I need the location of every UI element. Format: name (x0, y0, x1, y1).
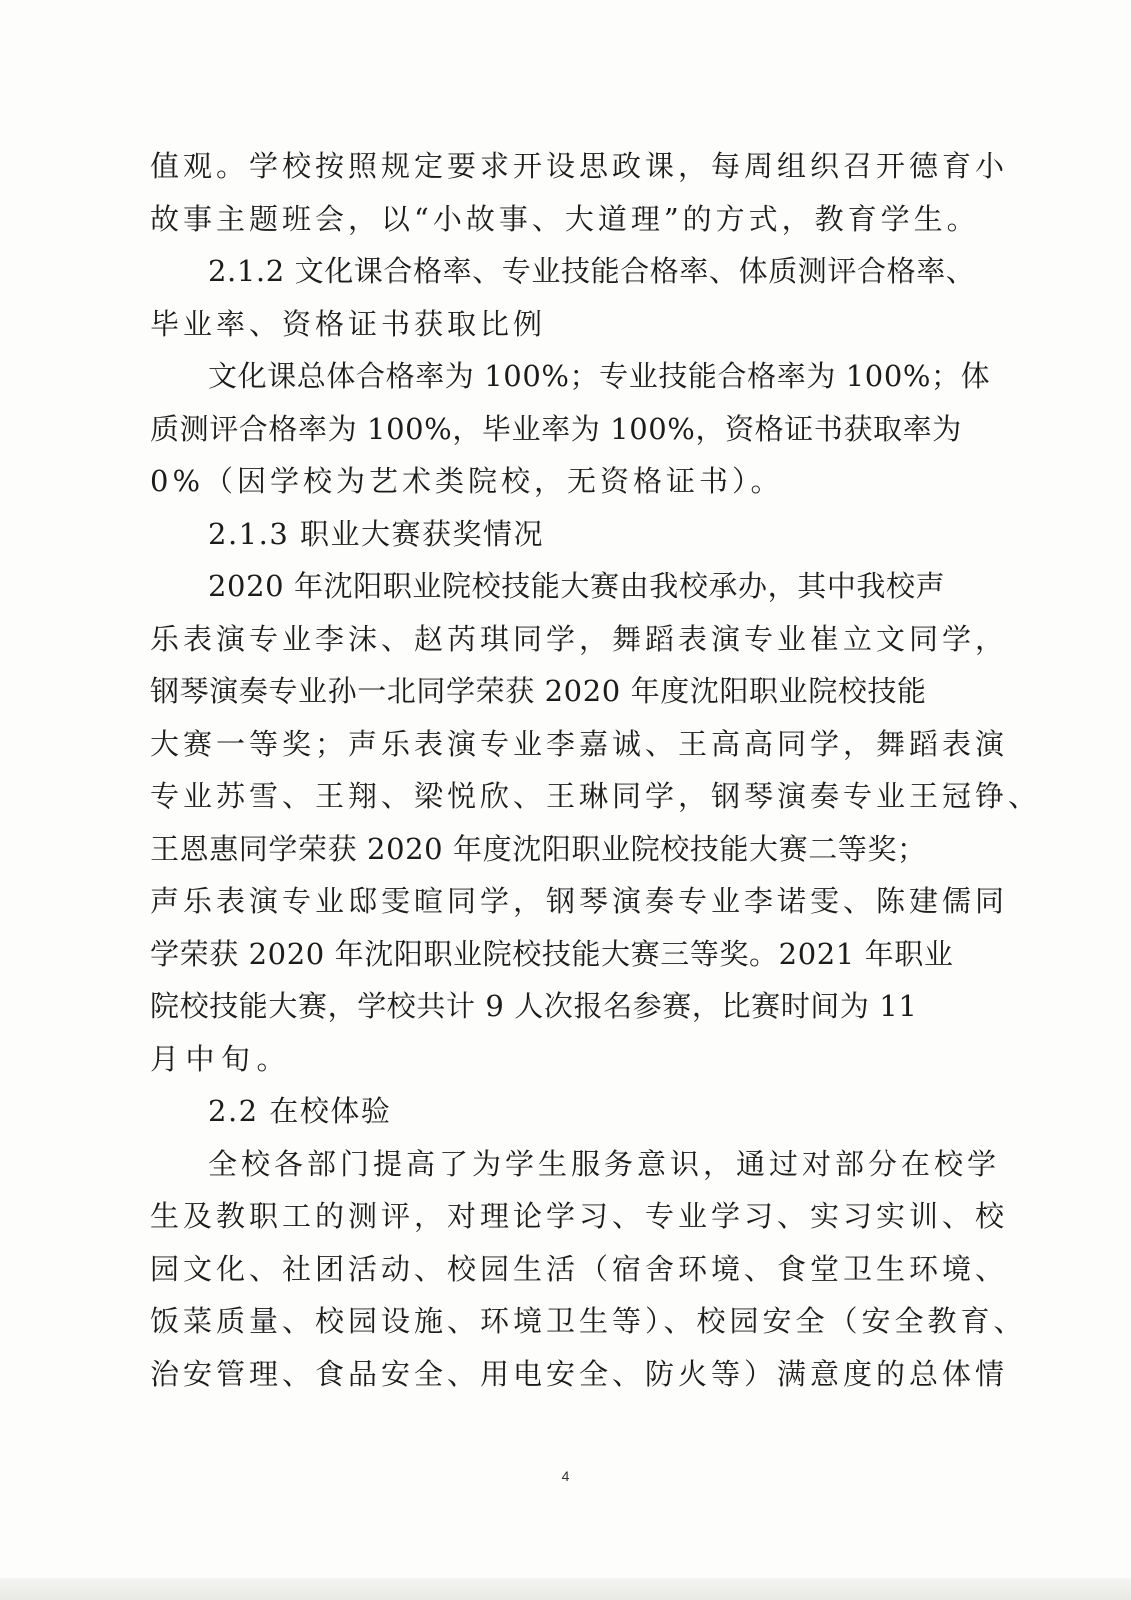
text-line: 0%（因学校为艺术类院校，无资格证书）。 (150, 464, 784, 498)
section-heading: 2.1.3 职业大赛获奖情况 (208, 516, 545, 551)
text-line: 专业苏雪、王翔、梁悦欣、王琳同学，钢琴演奏专业王冠铮、 (150, 779, 1042, 813)
text-line: 2020 年沈阳职业院校技能大赛由我校承办，其中我校声 (208, 569, 946, 603)
text-line: 王恩惠同学荣获 2020 年度沈阳职业院校技能大赛二等奖； (150, 831, 927, 866)
text-line: 值观。学校按照规定要求开设思政课，每周组织召开德育小 (150, 149, 1009, 183)
text-line: 生及教职工的测评，对理论学习、专业学习、实习实训、校 (150, 1199, 1009, 1233)
scan-bottom-edge (0, 1578, 1131, 1600)
section-heading: 2.2 在校体验 (208, 1094, 392, 1128)
text-line: 饭菜质量、校园设施、环境卫生等）、校园安全（安全教育、 (150, 1304, 1027, 1338)
text-line: 质测评合格率为 100%，毕业率为 100%，资格证书获取率为 (150, 411, 962, 446)
text-line: 园文化、社团活动、校园生活（宿舍环境、食堂卫生环境、 (150, 1251, 1009, 1286)
body-text (150, 140, 1042, 1400)
text-line: 声乐表演专业邸雯暄同学，钢琴演奏专业李诺雯、陈建儒同 (150, 884, 1009, 918)
text-line: 全校各部门提高了为学生服务意识，通过对部分在校学 (208, 1146, 1001, 1181)
text-line: 大赛一等奖；声乐表演专业李嘉诚、王高高同学，舞蹈表演 (150, 726, 1009, 761)
section-heading: 2.1.2 文化课合格率、专业技能合格率、体质测评合格率、 (208, 254, 976, 288)
page-number: 4 (561, 1468, 570, 1484)
text-line: 故事主题班会，以“小故事、大道理”的方式，教育学生。 (150, 201, 980, 236)
text-line: 钢琴演奏专业孙一北同学荣获 2020 年度沈阳职业院校技能 (150, 674, 927, 708)
text-line: 月中旬。 (150, 1041, 293, 1076)
text-line: 院校技能大赛，学校共计 9 人次报名参赛，比赛时间为 11 (150, 989, 918, 1023)
text-line: 乐表演专业李沫、赵芮琪同学，舞蹈表演专业崔立文同学， (150, 621, 1009, 656)
text-line: 文化课总体合格率为 100%；专业技能合格率为 100%；体 (208, 359, 991, 393)
text-line: 治安管理、食品安全、用电安全、防火等）满意度的总体情 (150, 1356, 1009, 1391)
text-line: 学荣获 2020 年沈阳职业院校技能大赛三等奖。2021 年职业 (150, 936, 954, 971)
section-heading-continued: 毕业率、资格证书获取比例 (150, 306, 547, 341)
